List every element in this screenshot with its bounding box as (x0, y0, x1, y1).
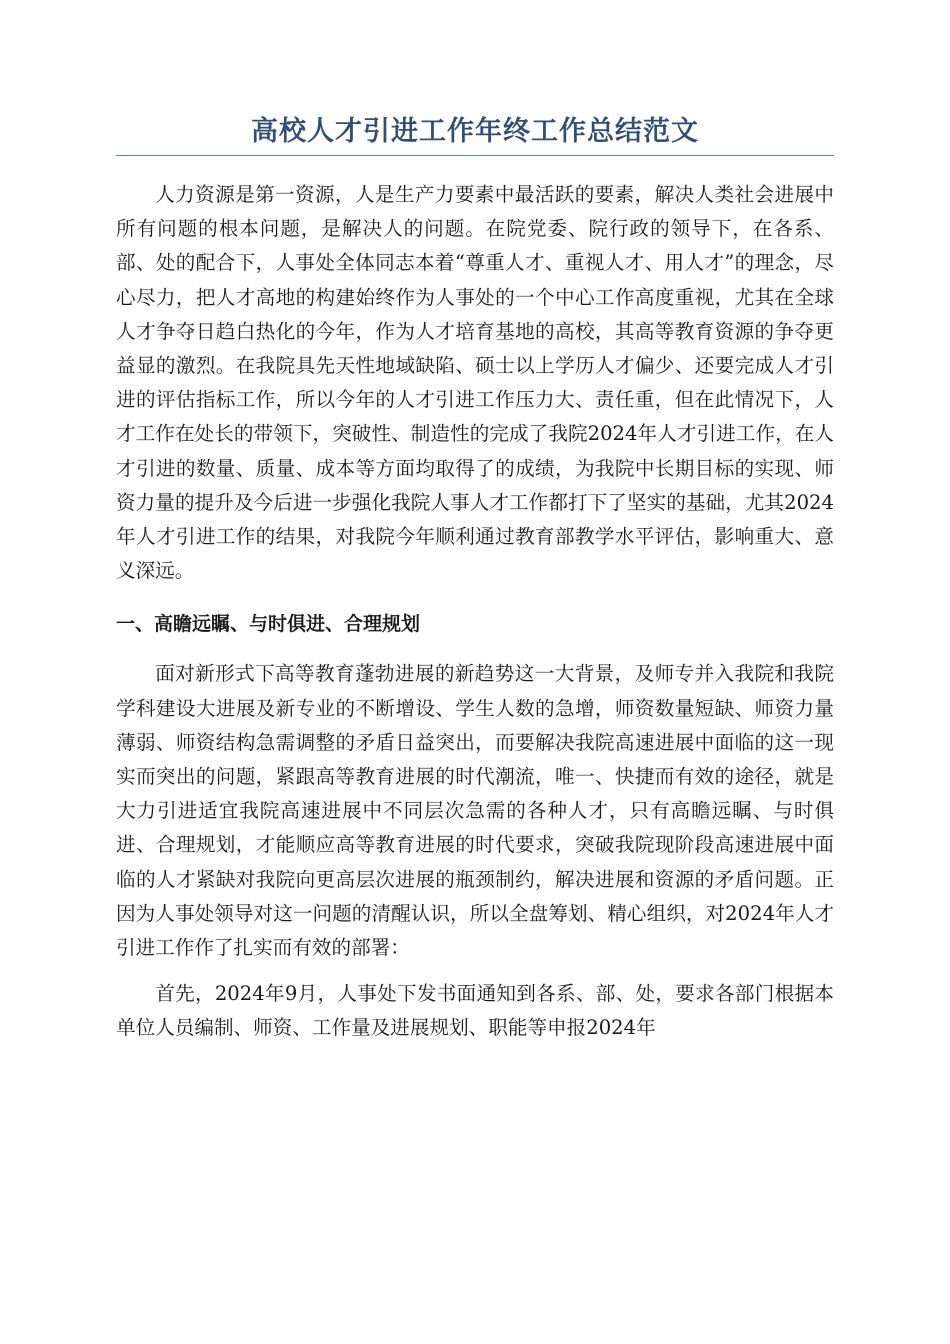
section-paragraph: 面对新形式下高等教育蓬勃进展的新趋势这一大背景，及师专并入我院和我院学科建设大进展及新专业的不断增设、学生人数的急增，师资数量短缺、师资力量薄弱、师资结构急需调整的矛盾日益突出，而要解决我院高速进展中面临的这一现实而突出的问题，紧跟高等教育进展的时代潮流，唯一、快捷而有效的途径，就是大力引进适宜我院高速进展中不同层次急需的各种人才，只有高瞻远瞩、与时俱进、合理规划，才能顺应高等教育进展的时代要求，突破我院现阶段高速进展中面临的人才紧缺对我院向更高层次进展的瓶颈制约，解决进展和资源的矛盾问题。正因为人事处领导对这一问题的清醒认识，所以全盘筹划、精心组织，对2024年人才引进工作作了扎实而有效的部署： (116, 662, 834, 960)
intro-paragraph: 人力资源是第一资源，人是生产力要素中最活跃的要素，解决人类社会进展中所有问题的根本问题，是解决人的问题。在院党委、院行政的领导下，在各系、部、处的配合下，人事处全体同志本着“尊重人才、重视人才、用人才”的理念，尽心尽力，把人才高地的构建始终作为人事处的一个中心工作高度重视，尤其在全球人才争夺日趋白热化的今年，作为人才培育基地的高校，其高等教育资源的争夺更益显的激烈。在我院具先天性地域缺陷、硕士以上学历人才偏少、还要完成人才引进的评估指标工作，所以今年的人才引进工作压力大、责任重，但在此情况下，人才工作在处长的带领下，突破性、制造性的完成了我院2024年人才引进工作，在人才引进的数量、质量、成本等方面均取得了的成绩，为我院中长期目标的实现、师资力量的提升及今后进一步强化我院人事人才工作都打下了坚实的基础，尤其2024年人才引进工作的结果，对我院今年顺利通过教育部教学水平评估，影响重大、意义深远。 (116, 183, 834, 583)
document-page (116, 112, 834, 1046)
section-heading: 一、高瞻远瞩、与时俱进、合理规划 (116, 613, 421, 636)
section-paragraph: 首先，2024年9月，人事处下发书面通知到各系、部、处，要求各部门根据本单位人员编制、师资、工作量及进展规划、职能等申报2024年 (116, 982, 834, 1040)
document-title: 高校人才引进工作年终工作总结范文 (116, 112, 834, 156)
